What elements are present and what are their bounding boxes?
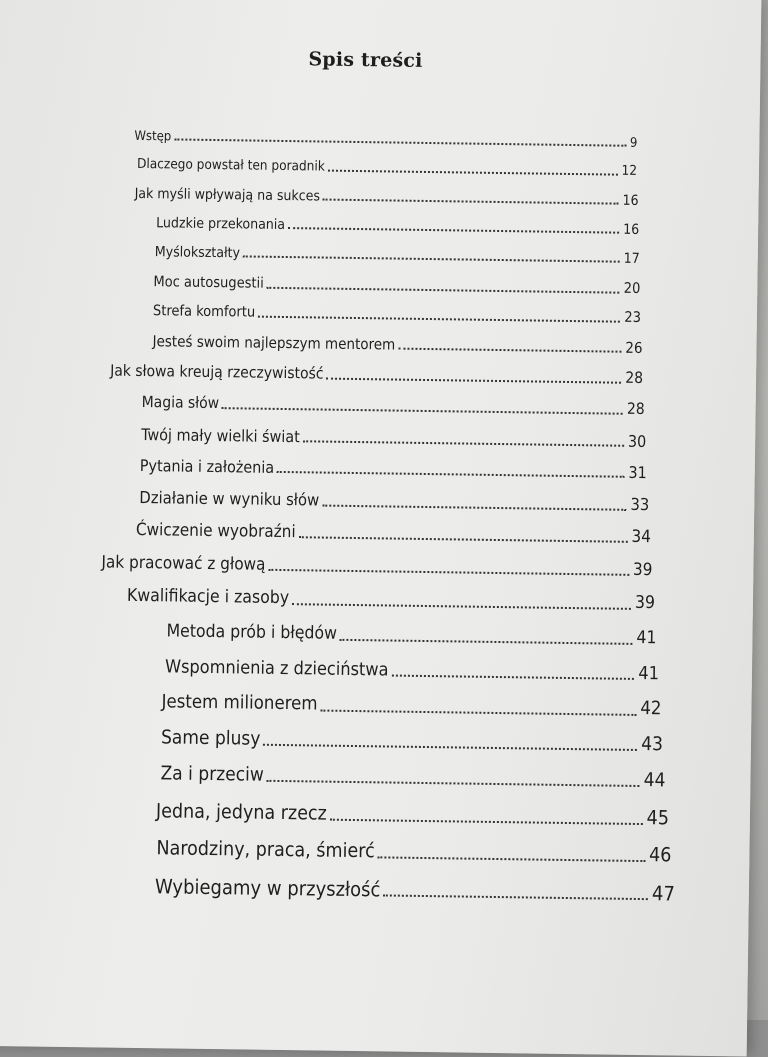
toc-entry-page-number: 39 — [634, 592, 656, 614]
toc-entry-page-number: 45 — [646, 806, 670, 830]
toc-entry-page-number: 33 — [630, 494, 650, 515]
toc-entry-page-number: 34 — [631, 526, 652, 548]
toc-entry-label: Myślokształty — [154, 244, 241, 262]
toc-entry — [152, 332, 642, 358]
toc-entry — [134, 128, 637, 152]
toc-entry-label: Jak pracować z głową — [101, 552, 266, 575]
dot-leader — [174, 138, 626, 146]
dot-leader — [328, 169, 618, 175]
dot-leader — [288, 227, 619, 234]
toc-entry-label: Ćwiczenie wyobraźni — [135, 519, 296, 543]
toc-entry-page-number: 16 — [623, 221, 640, 238]
toc-entry-page-number: 31 — [628, 462, 647, 483]
dot-leader — [398, 348, 621, 353]
toc-entry-label: Jak myśli wpływają na sukces — [134, 185, 321, 205]
toc-entry-label: Same plusy — [160, 726, 261, 750]
toc-entry — [136, 520, 651, 548]
toc-entry-page-number: 39 — [632, 559, 653, 581]
toc-entry-page-number: 42 — [640, 698, 662, 720]
toc-entry — [155, 243, 640, 268]
toc-entry-page-number: 20 — [623, 280, 641, 297]
dot-leader — [263, 744, 637, 751]
toc-entry-label: Kwalifikacje i zasoby — [126, 585, 290, 609]
toc-entry-label: Wstęp — [134, 128, 172, 145]
toc-entry — [161, 691, 661, 720]
dot-leader — [323, 199, 619, 205]
toc-entry — [127, 586, 655, 615]
toc-entry — [165, 656, 659, 685]
toc-entry — [153, 273, 640, 298]
toc-entry-page-number: 17 — [623, 250, 640, 267]
page-title: Spis treści — [308, 48, 423, 72]
dot-leader — [320, 709, 636, 715]
dot-leader — [303, 440, 624, 446]
toc-entry-label: Dlaczego powstał ten poradnik — [136, 155, 325, 175]
toc-entry-page-number: 16 — [622, 192, 639, 209]
toc-entry-page-number: 28 — [625, 368, 644, 388]
toc-entry-page-number: 43 — [641, 733, 664, 756]
dot-leader — [299, 536, 628, 543]
toc-entry — [141, 425, 646, 452]
toc-entry — [166, 621, 656, 649]
toc-entry-label: Jak słowa kreują rzeczywistość — [110, 361, 324, 383]
dot-leader — [268, 569, 628, 576]
toc-entry-label: Ludzkie przekonania — [156, 215, 286, 233]
toc-entry — [110, 362, 643, 389]
toc-entry-label: Strefa komfortu — [152, 303, 256, 321]
dot-leader — [326, 377, 621, 383]
dot-leader — [292, 603, 631, 610]
toc-entry — [156, 799, 669, 830]
toc-entry-page-number: 28 — [626, 399, 645, 419]
toc-entry — [142, 393, 645, 420]
toc-entry — [161, 726, 663, 756]
dot-leader — [340, 638, 632, 644]
toc-entry-label: Metoda prób i błędów — [166, 621, 338, 644]
toc-entry-label: Twój mały wielki świat — [141, 425, 300, 447]
toc-entry-page-number: 41 — [638, 662, 660, 685]
dot-leader — [222, 407, 623, 415]
toc-entry — [140, 456, 647, 483]
toc-entry — [160, 762, 665, 792]
toc-entry — [139, 488, 649, 516]
toc-entry-label: Jedna, jedyna rzecz — [155, 799, 327, 825]
dot-leader — [267, 286, 620, 293]
toc-entry-page-number: 9 — [629, 135, 638, 151]
toc-entry-page-number: 41 — [636, 627, 657, 649]
toc-entry-page-number: 26 — [625, 338, 643, 358]
toc-entry-label: Magia słów — [141, 393, 220, 413]
toc-entry-label: Jestem milionerem — [161, 691, 318, 715]
toc-entry — [153, 302, 641, 327]
dot-leader — [322, 504, 626, 510]
toc-entry — [101, 552, 652, 581]
toc-entry-page-number: 46 — [648, 843, 672, 867]
toc-entry-label: Jesteś swoim najlepszym mentorem — [152, 332, 396, 354]
toc-entry-label: Wybiegamy w przyszłość — [154, 874, 381, 902]
toc-entry-label: Wspomnienia z dzieciństwa — [164, 656, 389, 681]
dot-leader — [243, 255, 620, 262]
toc-entry — [134, 185, 638, 210]
toc-entry-label: Narodziny, praca, śmierć — [156, 836, 375, 863]
toc-entry-page-number: 30 — [627, 431, 647, 452]
toc-entry-label: Pytania i założenia — [139, 455, 275, 477]
dot-leader — [383, 894, 648, 900]
toc-entry-page-number: 23 — [624, 309, 642, 326]
toc-entry-label: Za i przeciw — [160, 762, 264, 786]
dot-leader — [391, 675, 634, 680]
dot-leader — [267, 780, 640, 787]
toc-entry — [156, 214, 639, 239]
toc-entry-label: Moc autosugestii — [153, 274, 264, 292]
toc-entry-page-number: 47 — [651, 881, 676, 906]
toc-entry — [155, 874, 675, 905]
dot-leader — [378, 856, 645, 862]
dot-leader — [330, 818, 643, 824]
toc-entry — [137, 156, 637, 180]
toc-entry-page-number: 44 — [643, 769, 666, 792]
toc-entry-label: Działanie w wyniku słów — [139, 487, 320, 510]
dot-leader — [258, 315, 620, 322]
toc-entry — [156, 836, 671, 867]
dot-leader — [277, 471, 624, 478]
toc-entry-page-number: 12 — [621, 162, 638, 179]
